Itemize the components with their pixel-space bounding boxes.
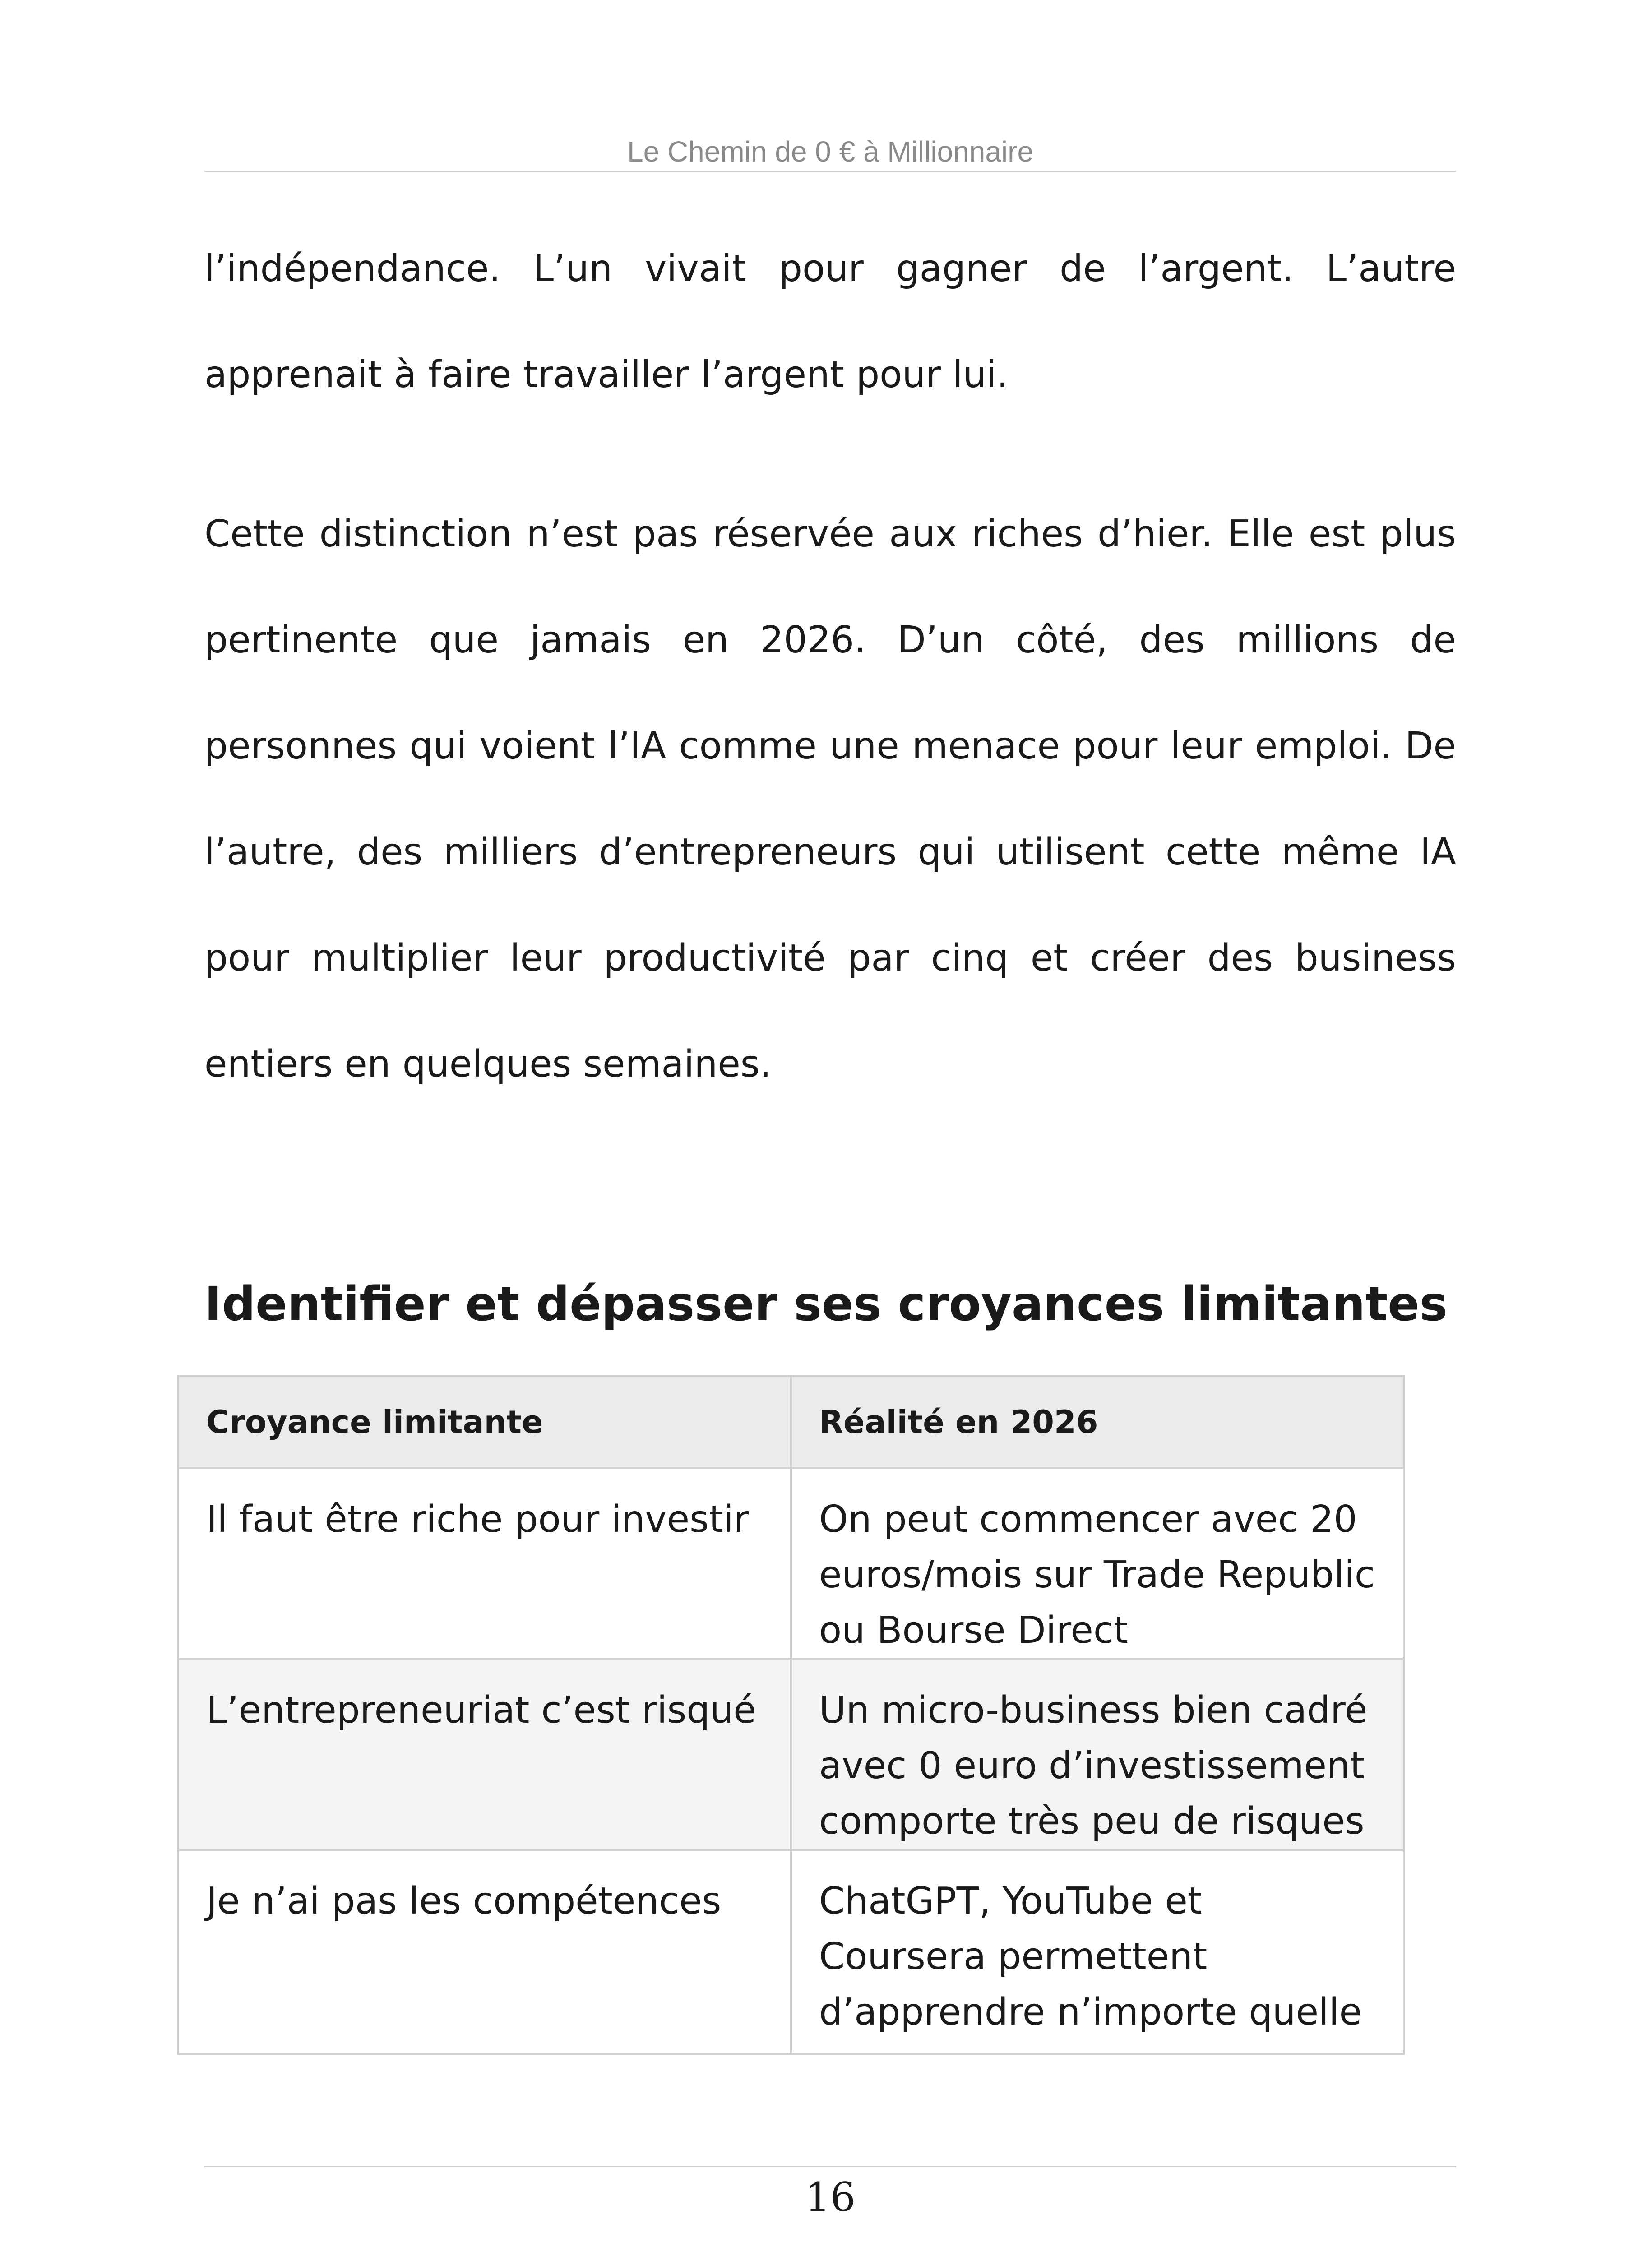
section-heading: Identifier et dépasser ses croyances limitantes <box>204 1276 1448 1331</box>
header-divider <box>204 171 1456 172</box>
table-cell-reality: ChatGPT, YouTube et Coursera permettent d’apprendre n’importe quelle <box>791 1850 1404 2054</box>
table-cell-belief: L’entrepreneuriat c’est risqué <box>178 1659 791 1850</box>
body-paragraph-2: Cette distinction n’est pas réservée aux riches d’hier. Elle est plus pertinente que jamais en 2026. D’un côté, des millions de personnes qui voient l’IA comme une menace pour leur emploi. De l’autre, des milliers d’entrepreneurs qui utilisent cette même IA pour multiplier leur productivité par cinq et créer des business entiers en quelques semaines. <box>204 513 1456 1086</box>
table-row <box>178 1468 1404 1659</box>
footer-divider <box>204 2166 1456 2167</box>
table-row <box>178 1850 1404 2054</box>
table-cell-belief: Il faut être riche pour investir <box>178 1468 791 1659</box>
table-cell-belief: Je n’ai pas les compétences <box>178 1850 791 2054</box>
table-cell-reality: On peut commencer avec 20 euros/mois sur Trade Republic ou Bourse Direct <box>791 1468 1404 1659</box>
table-header-reality: Réalité en 2026 <box>791 1376 1404 1468</box>
beliefs-table <box>177 1375 1405 2055</box>
table-cell-reality: Un micro-business bien cadré avec 0 euro d’investissement comporte très peu de risques <box>791 1659 1404 1850</box>
table-header-row <box>178 1376 1404 1468</box>
body-paragraph-1: l’indépendance. L’un vivait pour gagner de l’argent. L’autre apprenait à faire travailler l’argent pour lui. <box>204 247 1456 396</box>
running-header: Le Chemin de 0 € à Millionnaire <box>627 135 1034 168</box>
table-header-belief: Croyance limitante <box>178 1376 791 1468</box>
page-number: 16 <box>805 2174 856 2220</box>
table-row <box>178 1659 1404 1850</box>
